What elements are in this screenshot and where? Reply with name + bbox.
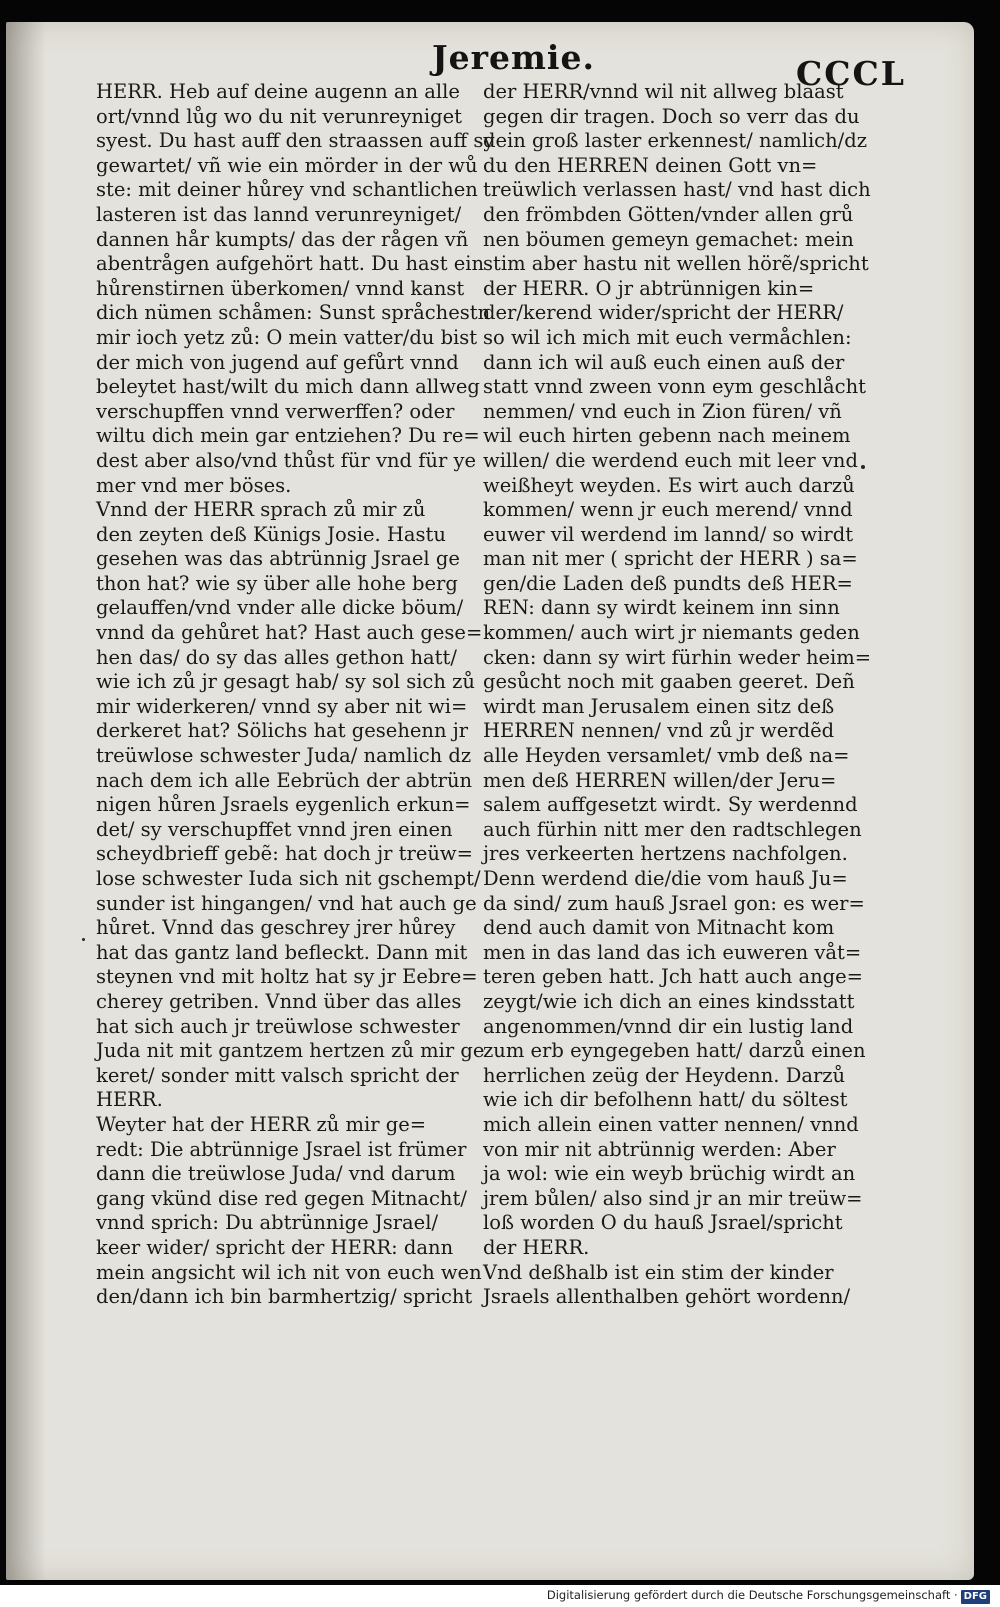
text-line: treüwlose schwester Juda/ namlich dz	[96, 744, 472, 768]
text-line: da sind/ zum hauß Jsrael gon: es wer=	[483, 891, 865, 915]
running-title: Jeremie.	[432, 38, 595, 77]
text-line: wie ich dir befolhenn hatt/ du söltest	[483, 1088, 848, 1112]
text-line: hat das gantz land befleckt. Dann mit	[96, 940, 468, 964]
text-line: keret/ sonder mitt valsch spricht der	[96, 1063, 459, 1087]
text-line: statt vnnd zween vonn eym geschlåcht	[483, 375, 866, 399]
text-line: dend auch damit von Mitnacht kom	[483, 916, 835, 940]
text-line: steynen vnd mit holtz hat sy jr Eebre=	[96, 965, 478, 989]
text-line: gewartet/ vñ wie ein mörder in der wů	[96, 153, 478, 177]
text-line: Vnnd der HERR sprach zů mir zů	[96, 498, 426, 522]
text-line: cherey getriben. Vnnd über das alles	[96, 989, 462, 1013]
text-line: vnnd sprich: Du abtrünnige Jsrael/	[96, 1211, 439, 1235]
text-line: mer vnd mer böses.	[96, 473, 292, 497]
text-line: keer wider/ spricht der HERR: dann	[96, 1235, 454, 1259]
text-line: wiltu dich mein gar entziehen? Du re=	[96, 424, 480, 448]
text-line: gen/die Laden deß pundts deß HER=	[483, 571, 853, 595]
text-line: dein groß laster erkennest/ namlich/dz	[483, 129, 867, 153]
text-line: ort/vnnd lůg wo du nit verunreyniget	[96, 104, 462, 128]
text-line: Weyter hat der HERR zů mir ge=	[96, 1112, 427, 1136]
text-line: gesehen was das abtrünnig Jsrael ge	[96, 547, 460, 571]
text-line: verschupffen vnnd verwerffen? oder	[96, 399, 455, 423]
text-line: stim aber hastu nit wellen hörẽ/spricht	[483, 252, 869, 276]
text-line: cken: dann sy wirt fürhin weder heim=	[483, 645, 872, 669]
text-line: dann die treüwlose Juda/ vnd darum	[96, 1162, 456, 1186]
text-line: nen böumen gemeyn gemachet: mein	[483, 227, 854, 251]
text-line: Jsraels allenthalben gehört wordenn/	[483, 1285, 851, 1309]
text-line: HERREN nennen/ vnd zů jr werdẽd	[483, 719, 835, 743]
text-line: mich allein einen vatter nennen/ vnnd	[483, 1112, 859, 1136]
text-line: den zeyten deß Künigs Josie. Hastu	[96, 522, 446, 546]
text-line: hůret. Vnnd das geschrey jrer hůrey	[96, 916, 456, 940]
text-line: gelauffen/vnd vnder alle dicke böum/	[96, 596, 464, 620]
text-line: kommen/ auch wirt jr niemants geden	[483, 621, 860, 645]
text-line: wirdt man Jerusalem einen sitz deß	[483, 694, 835, 718]
text-line: euwer vil werdend im lannd/ so wirdt	[483, 522, 854, 546]
text-line: den/dann ich bin barmhertzig/ spricht	[96, 1285, 473, 1309]
text-line: jrem bůlen/ also sind jr an mir treüw=	[483, 1186, 863, 1210]
text-line: Vnd deßhalb ist ein stim der kinder	[483, 1260, 834, 1284]
text-line: thon hat? wie sy über alle hohe berg	[96, 571, 458, 595]
text-line: hen das/ do sy das alles gethon hatt/	[96, 645, 457, 669]
text-line: hat sich auch jr treüwlose schwester	[96, 1014, 460, 1038]
text-line: ja wol: wie ein weyb brüchig wirdt an	[483, 1162, 856, 1186]
text-line: mein angsicht wil ich nit von euch wen	[96, 1260, 482, 1284]
right-text-column	[483, 80, 872, 1310]
text-line: vnnd da gehůret hat? Hast auch gese=	[96, 621, 483, 645]
text-line: alle Heyden versamlet/ vmb deß na=	[483, 744, 850, 768]
text-line: herrlichen zeüg der Heydenn. Darzů	[483, 1063, 846, 1087]
text-line: salem auffgesetzt wirdt. Sy werdennd	[483, 793, 858, 817]
text-line: redt: Die abtrünnige Jsrael ist frümer	[96, 1137, 467, 1161]
text-line: kommen/ wenn jr euch merend/ vnnd	[483, 498, 853, 522]
text-line: wil euch hirten gebenn nach meinem	[483, 424, 851, 448]
dfg-logo: DFG	[961, 1590, 990, 1604]
text-line: nigen hůren Jsraels eygenlich erkun=	[96, 793, 471, 817]
footer-strip	[0, 1585, 1000, 1607]
text-line: dich nümen schåmen: Sunst språchestn	[96, 301, 491, 325]
text-line: den frömbden Götten/vnder allen grů	[483, 202, 854, 226]
text-line: hůrenstirnen überkomen/ vnnd kanst	[96, 276, 465, 300]
text-line: REN: dann sy wirdt keinem inn sinn	[483, 596, 840, 620]
text-line: nach dem ich alle Eebrüch der abtrün	[96, 768, 473, 792]
text-line: dannen hår kumpts/ das der rågen vñ	[96, 227, 469, 251]
text-line: angenommen/vnnd dir ein lustig land	[483, 1014, 854, 1038]
ink-speck	[82, 938, 85, 941]
text-line: weißheyt weyden. Es wirt auch darzů	[483, 473, 855, 497]
text-line: men in das land das ich euweren våt=	[483, 940, 862, 964]
text-line: der mich von jugend auf gefůrt vnnd	[96, 350, 459, 374]
text-line: von mir nit abtrünnig werden: Aber	[483, 1137, 836, 1161]
text-line: loß worden O du hauß Jsrael/spricht	[483, 1211, 843, 1235]
text-line: der HERR/vnnd wil nit allweg blaast	[483, 80, 844, 103]
text-line: HERR.	[96, 1088, 163, 1112]
text-line: dest aber also/vnd thůst für vnd für ye	[96, 448, 477, 472]
folio-number: CCCL	[796, 54, 906, 93]
text-line: abentrågen aufgehört hatt. Du hast ein	[96, 252, 485, 276]
text-line: men deß HERREN willen/der Jeru=	[483, 768, 837, 792]
text-line: beleytet hast/wilt du mich dann allweg	[96, 375, 480, 399]
text-line: treüwlich verlassen hast/ vnd hast dich	[483, 178, 871, 202]
text-line: derkeret hat? Sölichs hat gesehenn jr	[96, 719, 469, 743]
text-line: wie ich zů jr gesagt hab/ sy sol sich zů	[96, 670, 475, 694]
ink-speck	[861, 465, 865, 469]
text-line: nemmen/ vnd euch in Zion füren/ vñ	[483, 399, 842, 423]
text-line: zum erb eyngegeben hatt/ darzů einen	[483, 1039, 866, 1063]
text-line: der HERR.	[483, 1235, 590, 1259]
text-line: der HERR. O jr abtrünnigen kin=	[483, 276, 815, 300]
text-line: jres verkeerten hertzens nachfolgen.	[483, 842, 848, 866]
text-line: auch fürhin nitt mer den radtschlegen	[483, 817, 862, 841]
text-line: dann ich wil auß euch einen auß der	[483, 350, 845, 374]
text-line: so wil ich mich mit euch vermåchlen:	[483, 325, 852, 349]
text-line: mir widerkeren/ vnnd sy aber nit wi=	[96, 694, 468, 718]
text-line: sunder ist hingangen/ vnd hat auch ge	[96, 891, 477, 915]
digitization-credit	[547, 1588, 990, 1604]
text-line: du den HERREN deinen Gott vn=	[483, 153, 818, 177]
text-line: willen/ die werdend euch mit leer vnd	[483, 448, 858, 472]
left-text-column	[96, 80, 495, 1310]
credit-text: Digitalisierung gefördert durch die Deutsche Forschungsgemeinschaft ·	[546, 1588, 958, 1602]
text-line: ste: mit deiner hůrey vnd schantlichen	[96, 178, 478, 202]
text-line: teren geben hatt. Jch hatt auch ange=	[483, 965, 864, 989]
text-line: HERR. Heb auf deine augenn an alle	[96, 80, 460, 103]
text-line: gegen dir tragen. Doch so verr das du	[483, 104, 860, 128]
text-line: det/ sy verschupffet vnnd jren einen	[96, 817, 453, 841]
text-line: syest. Du hast auff den straassen auff sy	[96, 129, 495, 153]
text-line: gesůcht noch mit gaaben geeret. Deñ	[483, 670, 855, 694]
text-line: Juda nit mit gantzem hertzen zů mir ge	[96, 1039, 485, 1063]
text-line: man nit mer ( spricht der HERR ) sa=	[483, 547, 858, 571]
text-line: lasteren ist das lannd verunreyniget/	[96, 202, 462, 226]
text-line: gang vkünd dise red gegen Mitnacht/	[96, 1186, 467, 1210]
text-line: Denn werdend die/die vom hauß Ju=	[483, 867, 848, 890]
text-line: scheydbrieff gebẽ: hat doch jr treüw=	[96, 842, 473, 866]
text-line: zeygt/wie ich dich an eines kindsstatt	[483, 989, 855, 1013]
page-gutter-shadow	[6, 22, 46, 1580]
text-line: lose schwester Iuda sich nit gschempt/	[96, 867, 481, 890]
text-line: mir ioch yetz zů: O mein vatter/du bist	[96, 325, 478, 349]
text-line: der/kerend wider/spricht der HERR/	[483, 301, 844, 325]
